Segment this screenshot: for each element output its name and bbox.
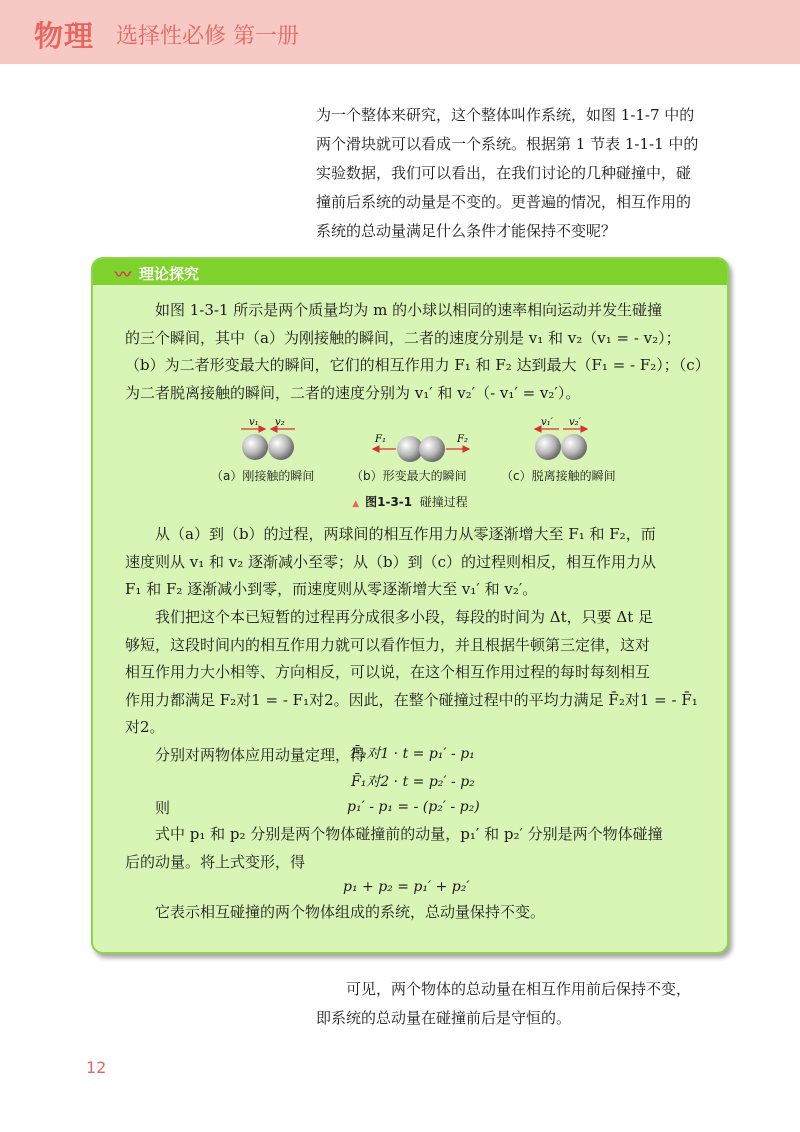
intro-line: 两个滑块就可以看成一个系统。根据第 1 节表 1-1-1 中的: [316, 135, 699, 153]
ball: [242, 434, 268, 460]
ball: [535, 434, 561, 460]
page-header: [0, 0, 800, 64]
paragraph-6: [125, 899, 703, 927]
paragraph-1: [125, 297, 710, 407]
outro-paragraph: [316, 975, 746, 1033]
figure-a: [241, 417, 295, 460]
text-line: 相互作用力大小相等、方向相反，可以说，在这个相互作用过程的每时每刻相互: [125, 663, 651, 681]
ball: [561, 434, 587, 460]
intro-line: 系统的总动量满足什么条件才能保持不变呢？: [316, 222, 617, 240]
intro-line: 为一个整体来研究，这个整体叫作系统，如图 1-1-7 中的: [316, 106, 695, 124]
equation-1: F̄₂对1 · t = p₁′ - p₁: [351, 746, 475, 762]
text-line: 可见，两个物体的总动量在相互作用前后保持不变，: [346, 980, 692, 998]
text-line: 够短，这段时间内的相互作用力就可以看作恒力，并且根据牛顿第三定律，这对: [125, 635, 651, 654]
text-line: 后的动量。将上式变形，得: [125, 852, 306, 871]
intro-line: 实验数据，我们可以看出，在我们讨论的几种碰撞中，碰: [316, 164, 692, 182]
label-F1: F₁: [375, 434, 386, 445]
subject-title: 物理: [34, 19, 95, 53]
label-v1-prime: v₁′: [541, 417, 553, 428]
paragraph-2: [125, 521, 703, 604]
text-line: （b）为二者形变最大的瞬间，它们的相互作用力 F₁ 和 F₂ 达到最大（F₁ = - F₂）；（c）: [125, 356, 710, 374]
text-line: 式中 p₁ 和 p₂ 分别是两个物体碰撞前的动量，p₁′ 和 p₂′ 分别是两个物体碰撞: [155, 825, 663, 843]
label-v1: v₁: [249, 417, 259, 428]
figure-b: [373, 434, 469, 462]
intro-line: 撞前后系统的动量是不变的。更普遍的情况，相互作用的: [316, 193, 692, 211]
ball: [268, 434, 294, 460]
equation-2: F̄₁对2 · t = p₂′ - p₂: [351, 774, 475, 790]
figure-number: 图1-3-1: [365, 495, 413, 509]
text-line: 为二者脱离接触的瞬间，二者的速度分别为 v₁′ 和 v₂′（- v₁′ = v₂′）。: [125, 383, 581, 402]
zigzag-icon: 〰: [115, 265, 132, 284]
box-title: 理论探究: [139, 265, 200, 283]
text-line: 即系统的总动量在碰撞前后是守恒的。: [316, 1009, 572, 1027]
equation-4: p₁ + p₂ = p₁′ + p₂′: [343, 879, 470, 895]
box-header: [93, 259, 727, 285]
text-line: 的三个瞬间，其中（a）为刚接触的瞬间，二者的速度分别是 v₁ 和 v₂（v₁ = - v₂）；: [125, 328, 681, 347]
equation-3: p₁′ - p₁ = - (p₂′ - p₂): [347, 799, 480, 815]
label-F2: F₂: [457, 434, 468, 445]
then-label: 则: [155, 799, 171, 817]
label-v2: v₂: [275, 417, 285, 428]
label-v2-prime: v₂′: [569, 417, 581, 428]
text-line: 作用力都满足 F₂对1 = - F₁对2。因此，在整个碰撞过程中的平均力满足 F̄₂对1 = - F̄₁对2。: [125, 690, 698, 736]
theory-exploration-box: [91, 257, 729, 954]
intro-paragraph: [316, 101, 736, 246]
text-line: 我们把这个本已短暂的过程再分成很多小段，每段的时间为 Δt，只要 Δt 足: [155, 608, 654, 626]
triangle-icon: ▲: [352, 499, 360, 509]
paragraph-5: [125, 821, 703, 876]
subfigure-a-label: （a）刚接触的瞬间: [211, 469, 315, 483]
ball: [419, 436, 445, 462]
text-line: 速度则从 v₁ 和 v₂ 逐渐减小至零；从（b）到（c）的过程则相反，相互作用力从: [125, 552, 657, 571]
text-line: 它表示相互碰撞的两个物体组成的系统，总动量保持不变。: [155, 903, 546, 921]
text-line: F₁ 和 F₂ 逐渐减小到零，而速度则从零逐渐增大至 v₁′ 和 v₂′。: [125, 580, 538, 598]
page-number: 12: [86, 1058, 107, 1077]
text-line: 分别对两物体应用动量定理，得: [155, 745, 366, 764]
book-title: 选择性必修 第一册: [116, 24, 299, 49]
text-line: 从（a）到（b）的过程，两球间的相互作用力从零逐渐增大至 F₁ 和 F₂，而: [155, 525, 656, 543]
figure-c: [535, 417, 587, 460]
text-line: 如图 1-3-1 所示是两个质量均为 m 的小球以相同的速率相向运动并发生碰撞: [155, 301, 663, 319]
figure-caption-text: 碰撞过程: [419, 495, 468, 509]
subfigure-b-label: （b）形变最大的瞬间: [351, 469, 467, 483]
subfigure-c-label: （c）脱离接触的瞬间: [501, 469, 616, 483]
figure-caption: [93, 493, 727, 510]
